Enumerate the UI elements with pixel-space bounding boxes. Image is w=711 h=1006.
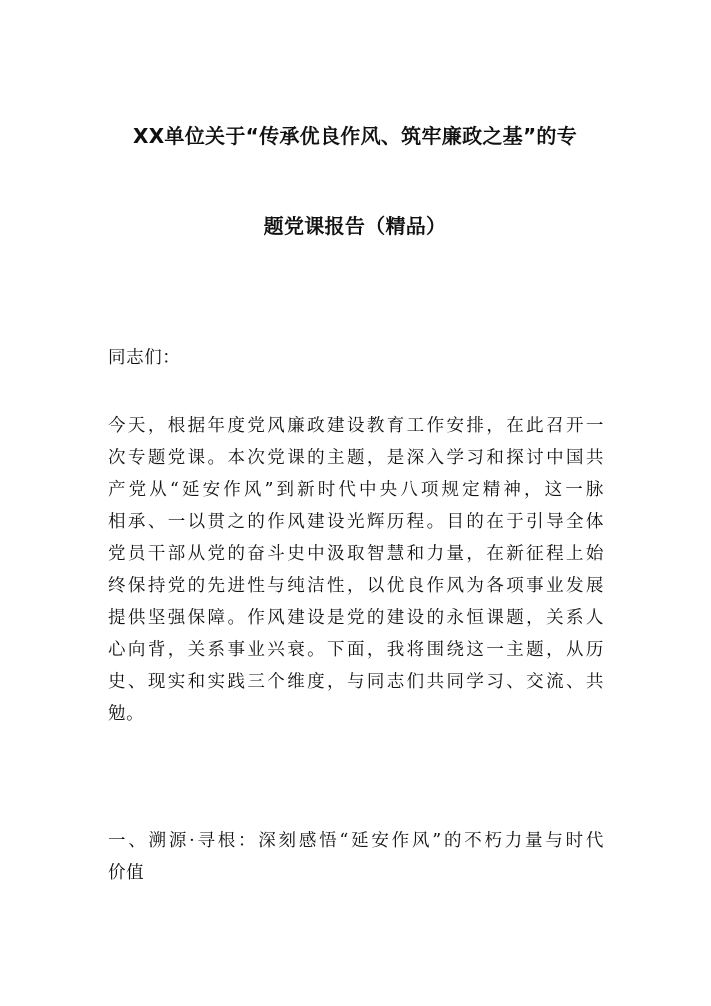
- section-heading-line: 一、溯源·寻根：深刻感悟“延安作风”的不朽力量与时代: [108, 831, 604, 851]
- section-heading-line: 价值: [108, 863, 145, 883]
- intro-line: 心向背，关系事业兴衰。下面，我将围绕这一主题，从历: [108, 640, 604, 660]
- intro-line: 相承、一以贯之的作风建设光辉历程。目的在于引导全体: [108, 512, 604, 532]
- intro-line: 次专题党课。本次党课的主题，是深入学习和探讨中国共: [108, 448, 604, 468]
- document-title-line-1: XX单位关于“传承优良作风、筑牢廉政之基”的专: [132, 124, 578, 148]
- greeting: [108, 342, 604, 374]
- intro-paragraph: [108, 410, 604, 730]
- intro-line: 党员干部从党的奋斗史中汲取智慧和力量，在新征程上始: [108, 544, 604, 564]
- greeting-text: 同志们：: [108, 348, 181, 368]
- intro-line: 史、现实和实践三个维度，与同志们共同学习、交流、共: [108, 672, 604, 692]
- intro-line: 勉。: [108, 704, 145, 724]
- intro-line: 产党从“延安作风”到新时代中央八项规定精神，这一脉: [108, 480, 604, 500]
- section-heading: [108, 825, 604, 889]
- document-title-line-2: 题党课报告（精品）: [263, 214, 447, 238]
- intro-line: 提供坚强保障。作风建设是党的建设的永恒课题，关系人: [108, 608, 604, 628]
- intro-line: 终保持党的先进性与纯洁性，以优良作风为各项事业发展: [108, 576, 604, 596]
- intro-line: 今天，根据年度党风廉政建设教育工作安排，在此召开一: [108, 416, 604, 436]
